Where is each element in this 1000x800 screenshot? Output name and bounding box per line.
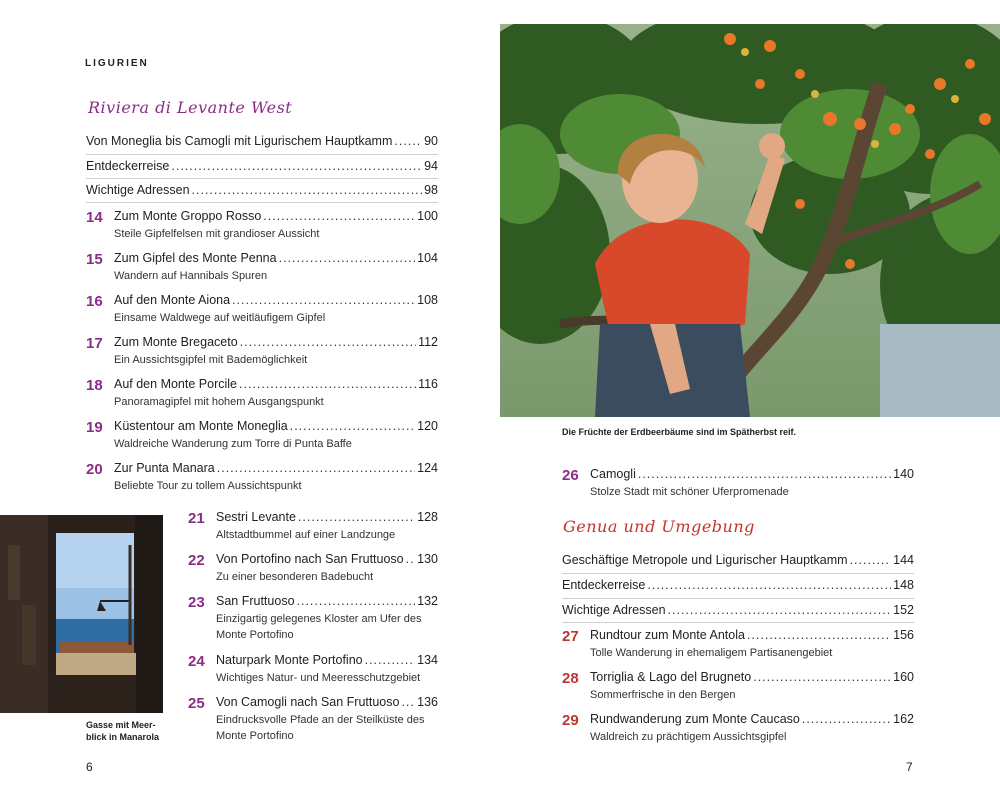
tour-entry-21[interactable] (188, 510, 438, 548)
toc-page-number: 132 (417, 594, 438, 608)
tour-entry-24[interactable] (188, 653, 438, 691)
tour-description: Wichtiges Natur- und Meeresschutzgebiet (216, 672, 421, 684)
toc-overview-row[interactable] (86, 134, 438, 148)
tour-description: Einsame Waldwege auf weitläufigem Gipfel (114, 312, 326, 324)
toc-page-number: 134 (417, 653, 438, 667)
tour-description: Stolze Stadt mit schöner Uferpromenade (590, 486, 789, 498)
toc-page-number: 128 (417, 510, 438, 524)
tour-description: Waldreich zu prächtigem Aussichtsgipfel (590, 731, 787, 743)
toc-page-number: 100 (417, 209, 438, 223)
tour-number: 15 (86, 251, 103, 268)
tour-description: Zu einer besonderen Badebucht (216, 571, 374, 583)
tour-number: 19 (86, 419, 103, 436)
tour-description: Ein Aussichtsgipfel mit Bademöglichkeit (114, 354, 308, 366)
divider (562, 598, 914, 599)
tour-description: Tolle Wanderung in ehemaligem Partisanengebiet (590, 647, 833, 659)
tour-entry-16[interactable] (86, 293, 438, 331)
tour-number: 16 (86, 293, 103, 310)
toc-page-number: 130 (417, 552, 438, 566)
tour-entry-17[interactable] (86, 335, 438, 373)
section-title-riviera: Riviera di Levante West (88, 98, 293, 117)
toc-page-number: 90 (424, 134, 438, 148)
toc-page-number: 144 (893, 553, 914, 567)
tour-title: Von Camogli nach San Fruttuoso (216, 695, 400, 709)
toc-overview-row[interactable] (562, 603, 914, 617)
tour-title: Naturpark Monte Portofino (216, 653, 363, 667)
toc-overview-row[interactable] (86, 183, 438, 197)
tour-number: 20 (86, 461, 103, 478)
tour-description: Sommerfrische in den Bergen (590, 689, 736, 701)
tour-title: Zum Monte Groppo Rosso (114, 209, 262, 223)
toc-entry-title: Von Moneglia bis Camogli mit Ligurischem Hauptkamm (86, 134, 393, 148)
tour-description: Monte Portofino (216, 730, 294, 742)
tour-number: 29 (562, 712, 579, 729)
toc-page-number: 108 (417, 293, 438, 307)
tour-number: 14 (86, 209, 103, 226)
tour-title: Zum Monte Bregaceto (114, 335, 238, 349)
toc-page-number: 112 (418, 335, 438, 349)
toc-overview-row[interactable] (562, 553, 914, 567)
divider (562, 622, 914, 623)
tour-title: Rundwanderung zum Monte Caucaso (590, 712, 800, 726)
tour-title: Küstentour am Monte Moneglia (114, 419, 288, 433)
strawberry-tree-caption: Die Früchte der Erdbeerbäume sind im Spätherbst reif. (562, 427, 797, 437)
manarola-photo-caption: Gasse mit Meer- blick in Manarola (86, 720, 160, 742)
page-number-left: 6 (86, 760, 93, 774)
toc-entry-title: Entdeckerreise (562, 578, 646, 592)
toc-page-number: 104 (417, 251, 438, 265)
tour-entry-29[interactable] (562, 712, 914, 750)
toc-overview-row[interactable] (562, 578, 914, 592)
toc-entry-title: Entdeckerreise (86, 159, 170, 173)
tour-number: 25 (188, 695, 205, 712)
tour-description: Altstadtbummel auf einer Landzunge (216, 529, 396, 541)
tour-title: Torriglia & Lago del Brugneto (590, 670, 752, 684)
tour-description: Eindrucksvolle Pfade an der Steilküste des (216, 714, 425, 726)
toc-page-number: 116 (418, 377, 438, 391)
tour-title: Auf den Monte Aiona (114, 293, 231, 307)
tour-title: Zum Gipfel des Monte Penna (114, 251, 277, 265)
tour-entry-20[interactable] (86, 461, 438, 499)
toc-page-number: 148 (893, 578, 914, 592)
tour-number: 27 (562, 628, 579, 645)
tour-entry-22[interactable] (188, 552, 438, 590)
divider (86, 178, 438, 179)
tour-entry-26[interactable] (562, 467, 914, 505)
toc-entry-title: Geschäftige Metropole und Ligurischer Hauptkamm (562, 553, 848, 567)
toc-page-number: 120 (417, 419, 438, 433)
tour-title: Rundtour zum Monte Antola (590, 628, 745, 642)
toc-entry-title: Wichtige Adressen (86, 183, 190, 197)
page-number-right: 7 (906, 760, 913, 774)
tour-description: Waldreiche Wanderung zum Torre di Punta Baffe (114, 438, 352, 450)
toc-page-number: 160 (893, 670, 914, 684)
tour-description: Panoramagipfel mit hohem Ausgangspunkt (114, 396, 324, 408)
tour-description: Steile Gipfelfelsen mit grandioser Aussicht (114, 228, 320, 240)
tour-number: 17 (86, 335, 103, 352)
divider (86, 202, 438, 203)
tour-number: 28 (562, 670, 579, 687)
toc-page-number: 98 (424, 183, 438, 197)
toc-page-number: 94 (424, 159, 438, 173)
section-title-genua: Genua und Umgebung (563, 517, 755, 536)
toc-page-number: 156 (893, 628, 914, 642)
tour-number: 24 (188, 653, 205, 670)
toc-page-number: 152 (893, 603, 914, 617)
tour-number: 18 (86, 377, 103, 394)
tour-number: 22 (188, 552, 205, 569)
running-head: LIGURIEN (85, 58, 149, 69)
toc-page-number: 136 (417, 695, 438, 709)
tour-number: 26 (562, 467, 579, 484)
divider (86, 154, 438, 155)
tour-entry-28[interactable] (562, 670, 914, 708)
manarola-alley-photo (0, 515, 163, 713)
toc-page-number: 140 (893, 467, 914, 481)
toc-overview-row[interactable] (86, 159, 438, 173)
toc-page-number: 124 (417, 461, 438, 475)
strawberry-tree-photo (500, 24, 1000, 417)
tour-description: Einzigartig gelegenes Kloster am Ufer des (216, 613, 422, 625)
tour-description: Monte Portofino (216, 629, 294, 641)
tour-title: Sestri Levante (216, 510, 296, 524)
tour-title: Zur Punta Manara (114, 461, 215, 475)
tour-description: Beliebte Tour zu tollem Aussichtspunkt (114, 480, 302, 492)
tour-number: 21 (188, 510, 205, 527)
tour-number: 23 (188, 594, 205, 611)
tour-title: Camogli (590, 467, 636, 481)
toc-page-number: 162 (893, 712, 914, 726)
tour-entry-15[interactable] (86, 251, 438, 289)
tour-description: Wandern auf Hannibals Spuren (114, 270, 268, 282)
tour-entry-14[interactable] (86, 209, 438, 247)
tour-entry-19[interactable] (86, 419, 438, 457)
tour-title: San Fruttuoso (216, 594, 295, 608)
tour-entry-25[interactable] (188, 695, 438, 747)
tour-title: Auf den Monte Porcile (114, 377, 237, 391)
tour-entry-23[interactable] (188, 594, 438, 646)
toc-entry-title: Wichtige Adressen (562, 603, 666, 617)
tour-entry-27[interactable] (562, 628, 914, 666)
tour-title: Von Portofino nach San Fruttuoso (216, 552, 404, 566)
divider (562, 573, 914, 574)
tour-entry-18[interactable] (86, 377, 438, 415)
